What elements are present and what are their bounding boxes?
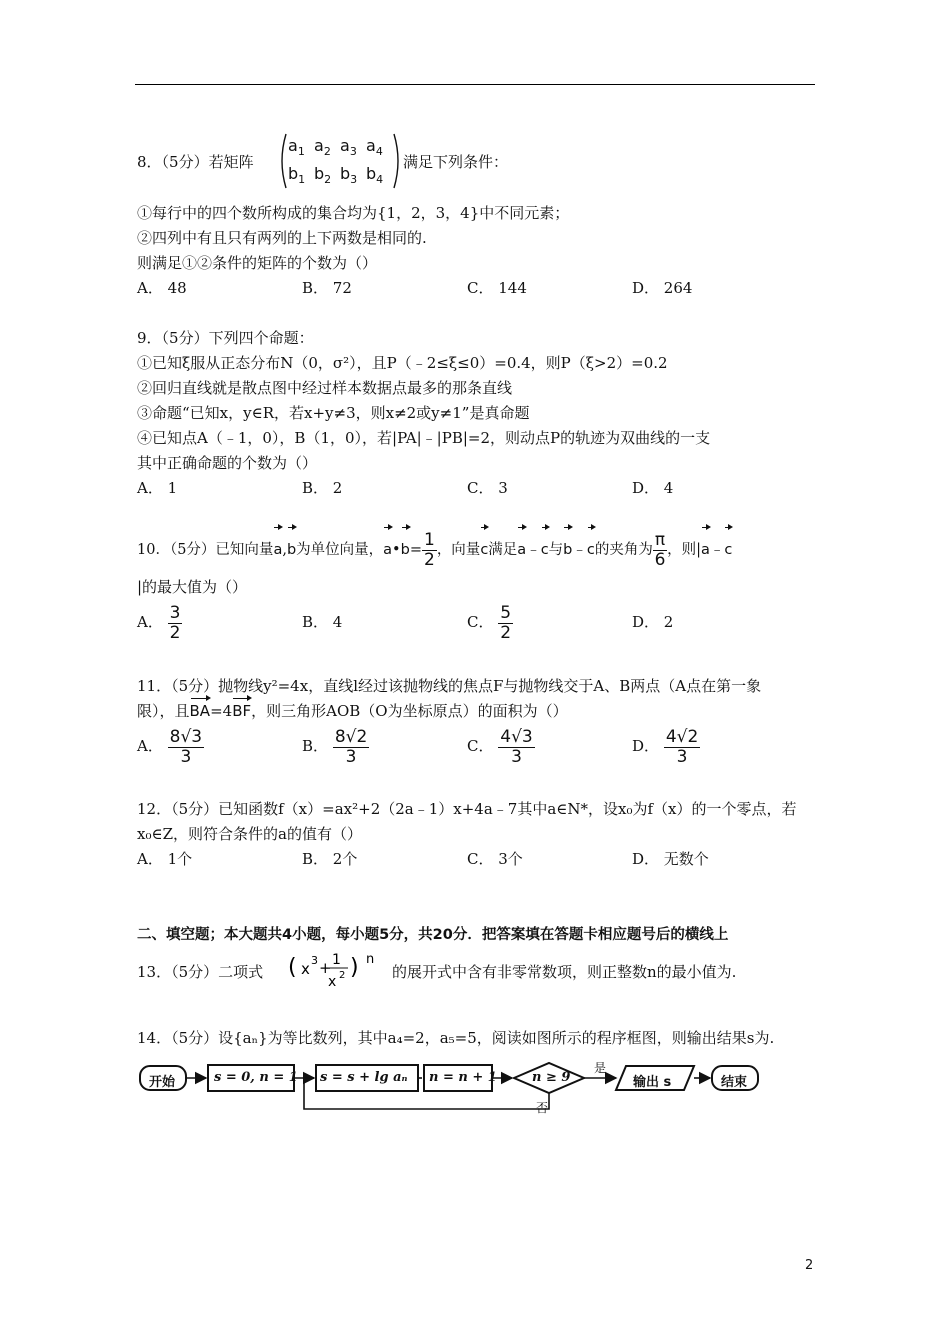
matrix-cell: $b_1$: [288, 164, 306, 187]
matrix-cell: $a_2$: [314, 136, 331, 159]
q12-line-1: 12．（5分）已知函数f（x）=ax²+2（2a﹣1）x+4a﹣7其中a∈N*，设x₀为f（x）的一个零点，若: [137, 800, 797, 818]
q9-option-a: A． 1: [137, 479, 178, 497]
matrix-cell: $b_4$: [366, 164, 384, 187]
q10-line-2: |的最大值为（）: [137, 578, 248, 596]
q8-question: 则满足①②条件的矩阵的个数为（）: [137, 254, 378, 272]
svg-text:(: (: [288, 955, 297, 980]
fraction-pi-over-6: $\frac{\pi}{6}$: [654, 529, 666, 570]
q11-option-c: C． $\frac{4√3}{3}$: [467, 726, 533, 767]
svg-text:x: x: [328, 974, 337, 990]
q10-option-d: D． 2: [632, 613, 674, 631]
flow-start: 开始: [149, 1075, 176, 1090]
svg-text:1: 1: [332, 952, 341, 968]
q9-proposition-3: ③命题“已知x，y∈R，若x+y≠3，则x≠2或y≠1”是真命题: [137, 404, 530, 422]
q9-option-c: C． 3: [467, 479, 508, 497]
matrix-cell: $a_4$: [366, 136, 383, 159]
svg-text:3: 3: [311, 954, 318, 967]
q13-stem-b: 的展开式中含有非零常数项，则正整数n的最小值为.: [392, 963, 737, 981]
q12-option-d: D． 无数个: [632, 850, 709, 868]
q10-option-c: C． $\frac{5}{2}$: [467, 602, 512, 643]
flow-update-s: s = s + lg aₙ: [320, 1070, 408, 1085]
q8-option-b: B． 72: [302, 279, 352, 297]
page-number: 2: [805, 1258, 814, 1273]
q10-option-a: A． $\frac{3}{2}$: [137, 602, 181, 643]
q8-condition-2: ②四列中有且只有两列的上下两数是相同的.: [137, 229, 427, 247]
q13-binomial: [286, 947, 390, 995]
matrix-cell: $b_3$: [340, 164, 358, 187]
flow-end: 结束: [721, 1075, 748, 1090]
flow-yes-label: 是: [594, 1061, 607, 1075]
matrix-cell: $a_3$: [340, 136, 357, 159]
q12-option-c: C． 3个: [467, 850, 523, 868]
svg-text:): ): [350, 955, 359, 980]
q9-proposition-1: ①已知ξ服从正态分布N（0，σ²），且P（﹣2≤ξ≤0）=0.4，则P（ξ>2）=0.2: [137, 354, 668, 372]
q10-option-b: B． 4: [302, 613, 343, 631]
q8-stem: 8．（5分）若矩阵: [137, 153, 254, 171]
q12-option-a: A． 1个: [137, 850, 193, 868]
fraction-one-half: $\frac{1}{2}$: [423, 529, 435, 570]
q11-option-b: B． $\frac{8√2}{3}$: [302, 726, 368, 767]
section-heading: 二、填空题；本大题共4小题，每小题5分，共20分．把答案填在答题卡相应题号后的横线上: [137, 927, 729, 943]
matrix-cell: $a_1$: [288, 136, 305, 159]
q9-question: 其中正确命题的个数为（）: [137, 454, 318, 472]
q8-stem-tail: 满足下列条件：: [403, 153, 509, 171]
flow-condition: n ≥ 9: [532, 1070, 571, 1085]
svg-text:x: x: [301, 960, 310, 978]
q14-stem: 14．（5分）设{aₙ}为等比数列，其中a₄=2，a₅=5，阅读如图所示的程序框图，则输出结果s为.: [137, 1029, 775, 1047]
svg-text:+: +: [319, 959, 332, 977]
flow-update-n: n = n + 1: [429, 1070, 497, 1085]
svg-text:2: 2: [339, 970, 346, 981]
q11-line-2: 限），且BA=4BF，则三角形AOB（O为坐标原点）的面积为（）: [137, 702, 568, 720]
q8-matrix: [278, 132, 402, 190]
q10-stem: 10．（5分）已知向量a,b为单位向量，a•b= $\frac{1}{2}$ ，向量c满足a﹣c与b﹣c的夹角为 $\frac{\pi}{6}$ ，则|a﹣c: [137, 529, 733, 570]
q12-line-2: x₀∈Z，则符合条件的a的值有（）: [137, 825, 362, 843]
q11-line-1: 11．（5分）抛物线y²=4x，直线l经过该抛物线的焦点F与抛物线交于A、B两点（A点在第一象: [137, 677, 762, 695]
flowchart-diagram: [136, 1055, 816, 1115]
binomial-expression: [286, 947, 390, 995]
q11-option-a: A． $\frac{8√3}{3}$: [137, 726, 203, 767]
q9-proposition-4: ④已知点A（﹣1，0），B（1，0），若|PA|﹣|PB|=2，则动点P的轨迹为双曲线的一支: [137, 429, 711, 447]
flowchart: [136, 1055, 816, 1115]
q13-stem-a: 13．（5分）二项式: [137, 963, 264, 981]
q9-proposition-2: ②回归直线就是散点图中经过样本数据点最多的那条直线: [137, 379, 513, 397]
q9-option-d: D． 4: [632, 479, 674, 497]
svg-text:n: n: [366, 952, 375, 967]
q11-option-d: D． $\frac{4√2}{3}$: [632, 726, 699, 767]
q9-option-b: B． 2: [302, 479, 343, 497]
flow-init: s = 0, n = 1: [214, 1070, 298, 1085]
q8-option-a: A． 48: [137, 279, 187, 297]
matrix-cell: $b_2$: [314, 164, 332, 187]
q12-option-b: B． 2个: [302, 850, 358, 868]
flow-no-label: 否: [536, 1101, 549, 1115]
flow-output: 输出 s: [633, 1075, 672, 1090]
q8-option-c: C． 144: [467, 279, 527, 297]
q8-condition-1: ①每行中的四个数所构成的集合均为{1，2，3，4}中不同元素；: [137, 204, 570, 222]
q9-stem: 9．（5分）下列四个命题：: [137, 329, 314, 347]
q8-option-d: D． 264: [632, 279, 693, 297]
header-rule: [135, 84, 815, 85]
